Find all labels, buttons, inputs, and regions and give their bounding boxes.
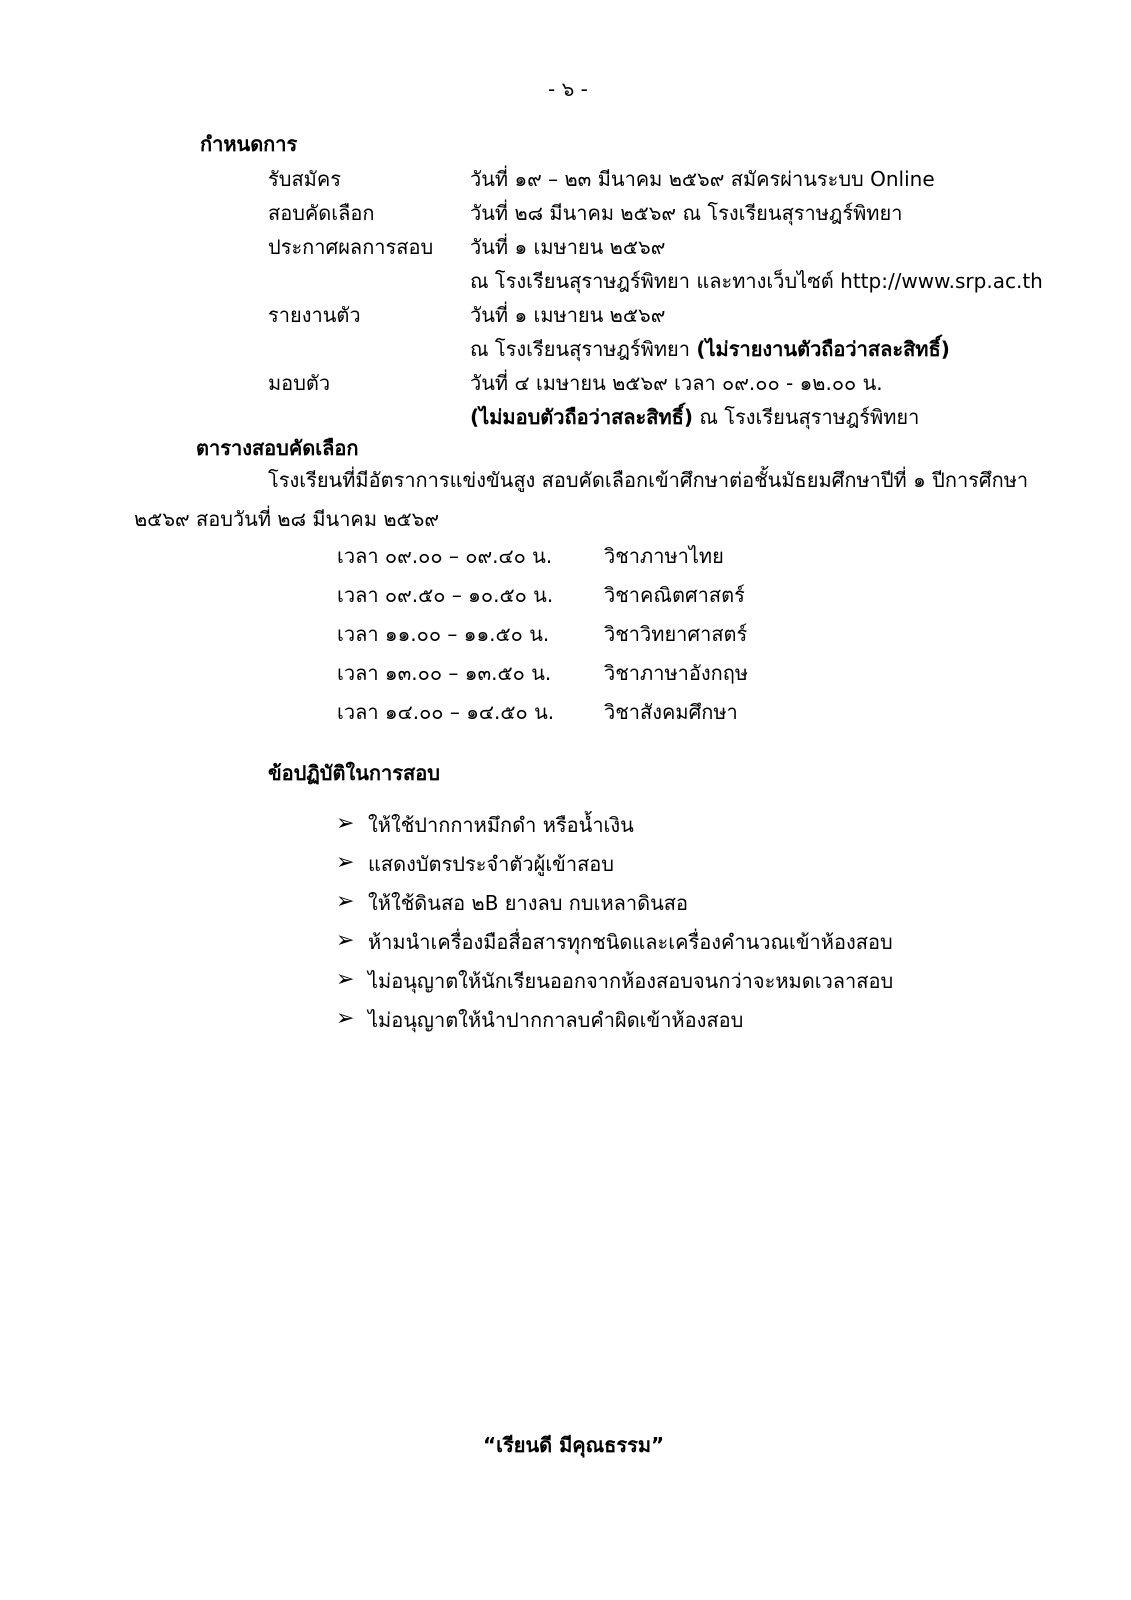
schedule-label-exam: สอบคัดเลือก [268, 201, 375, 225]
exam-heading: ตารางสอบคัดเลือก [196, 436, 359, 460]
exam-slot-subject: วิชาภาษาอังกฤษ [604, 661, 749, 685]
exam-slot-subject: วิชาภาษาไทย [604, 544, 724, 568]
exam-slot-time: เวลา ๑๑.๐๐ – ๑๑.๕๐ น. [337, 622, 550, 646]
page-number: - ๖ - [548, 77, 588, 101]
schedule-label-apply: รับสมัคร [268, 167, 341, 191]
report-forfeit-note: (ไม่รายงานตัวถือว่าสละสิทธิ์) [696, 337, 950, 361]
exam-paragraph-line2: ๒๕๖๙ สอบวันที่ ๒๘ มีนาคม ๒๕๖๙ [134, 507, 440, 531]
rules-heading: ข้อปฏิบัติในการสอบ [268, 761, 440, 785]
bullet-arrow-icon: ➢ [336, 850, 355, 875]
bullet-arrow-icon: ➢ [336, 889, 355, 914]
schedule-label-announce: ประกาศผลการสอบ [268, 235, 434, 259]
schedule-label-report: รายงานตัว [268, 303, 361, 327]
schedule-value-exam: วันที่ ๒๘ มีนาคม ๒๕๖๙ ณ โรงเรียนสุราษฎร์พิทยา [470, 201, 903, 225]
schedule-value-announce: วันที่ ๑ เมษายน ๒๕๖๙ [470, 235, 666, 259]
bullet-arrow-icon: ➢ [336, 928, 355, 953]
rule-item: แสดงบัตรประจำตัวผู้เข้าสอบ [368, 852, 614, 876]
schedule-value-enroll: วันที่ ๔ เมษายน ๒๕๖๙ เวลา ๐๙.๐๐ - ๑๒.๐๐ น. [470, 371, 883, 395]
schedule-heading: กำหนดการ [200, 132, 298, 156]
schedule-value-enroll-line2: (ไม่มอบตัวถือว่าสละสิทธิ์) ณ โรงเรียนสุราษฎร์พิทยา [470, 405, 920, 429]
bullet-arrow-icon: ➢ [336, 967, 355, 992]
school-motto: “เรียนดี มีคุณธรรม” [483, 1433, 665, 1457]
schedule-value-report-line2: ณ โรงเรียนสุราษฎร์พิทยา (ไม่รายงานตัวถือว่าสละสิทธิ์) [470, 337, 950, 361]
exam-slot-time: เวลา ๑๓.๐๐ – ๑๓.๕๐ น. [337, 661, 552, 685]
rule-item: ไม่อนุญาตให้นักเรียนออกจากห้องสอบจนกว่าจะหมดเวลาสอบ [368, 969, 894, 993]
exam-slot-subject: วิชาสังคมศึกษา [604, 700, 738, 724]
schedule-label-enroll: มอบตัว [268, 371, 331, 395]
enroll-forfeit-note: (ไม่มอบตัวถือว่าสละสิทธิ์) [470, 405, 694, 429]
rule-item: ให้ใช้ดินสอ ๒B ยางลบ กบเหลาดินสอ [368, 891, 688, 915]
bullet-arrow-icon: ➢ [336, 811, 355, 836]
exam-slot-time: เวลา ๑๔.๐๐ – ๑๔.๕๐ น. [337, 700, 555, 724]
exam-slot-time: เวลา ๐๙.๐๐ – ๐๙.๔๐ น. [337, 544, 553, 568]
exam-slot-time: เวลา ๐๙.๕๐ – ๑๐.๕๐ น. [337, 583, 554, 607]
exam-slot-subject: วิชาคณิตศาสตร์ [604, 583, 745, 607]
schedule-value-announce-line2: ณ โรงเรียนสุราษฎร์พิทยา และทางเว็บไซต์ http://www.srp.ac.th [470, 269, 1043, 293]
exam-paragraph-line1: โรงเรียนที่มีอัตราการแข่งขันสูง สอบคัดเลือกเข้าศึกษาต่อชั้นมัธยมศึกษาปีที่ ๑ ปีการศึกษา [268, 468, 1029, 492]
exam-slot-subject: วิชาวิทยาศาสตร์ [604, 622, 748, 646]
bullet-arrow-icon: ➢ [336, 1006, 355, 1031]
schedule-value-apply: วันที่ ๑๙ – ๒๓ มีนาคม ๒๕๖๙ สมัครผ่านระบบ Online [470, 167, 935, 191]
rule-item: ไม่อนุญาตให้นำปากกาลบคำผิดเข้าห้องสอบ [368, 1008, 744, 1032]
rule-item: ห้ามนำเครื่องมือสื่อสารทุกชนิดและเครื่องคำนวณเข้าห้องสอบ [368, 930, 893, 954]
schedule-value-report: วันที่ ๑ เมษายน ๒๕๖๙ [470, 303, 666, 327]
rule-item: ให้ใช้ปากกาหมึกดำ หรือน้ำเงิน [368, 813, 634, 837]
